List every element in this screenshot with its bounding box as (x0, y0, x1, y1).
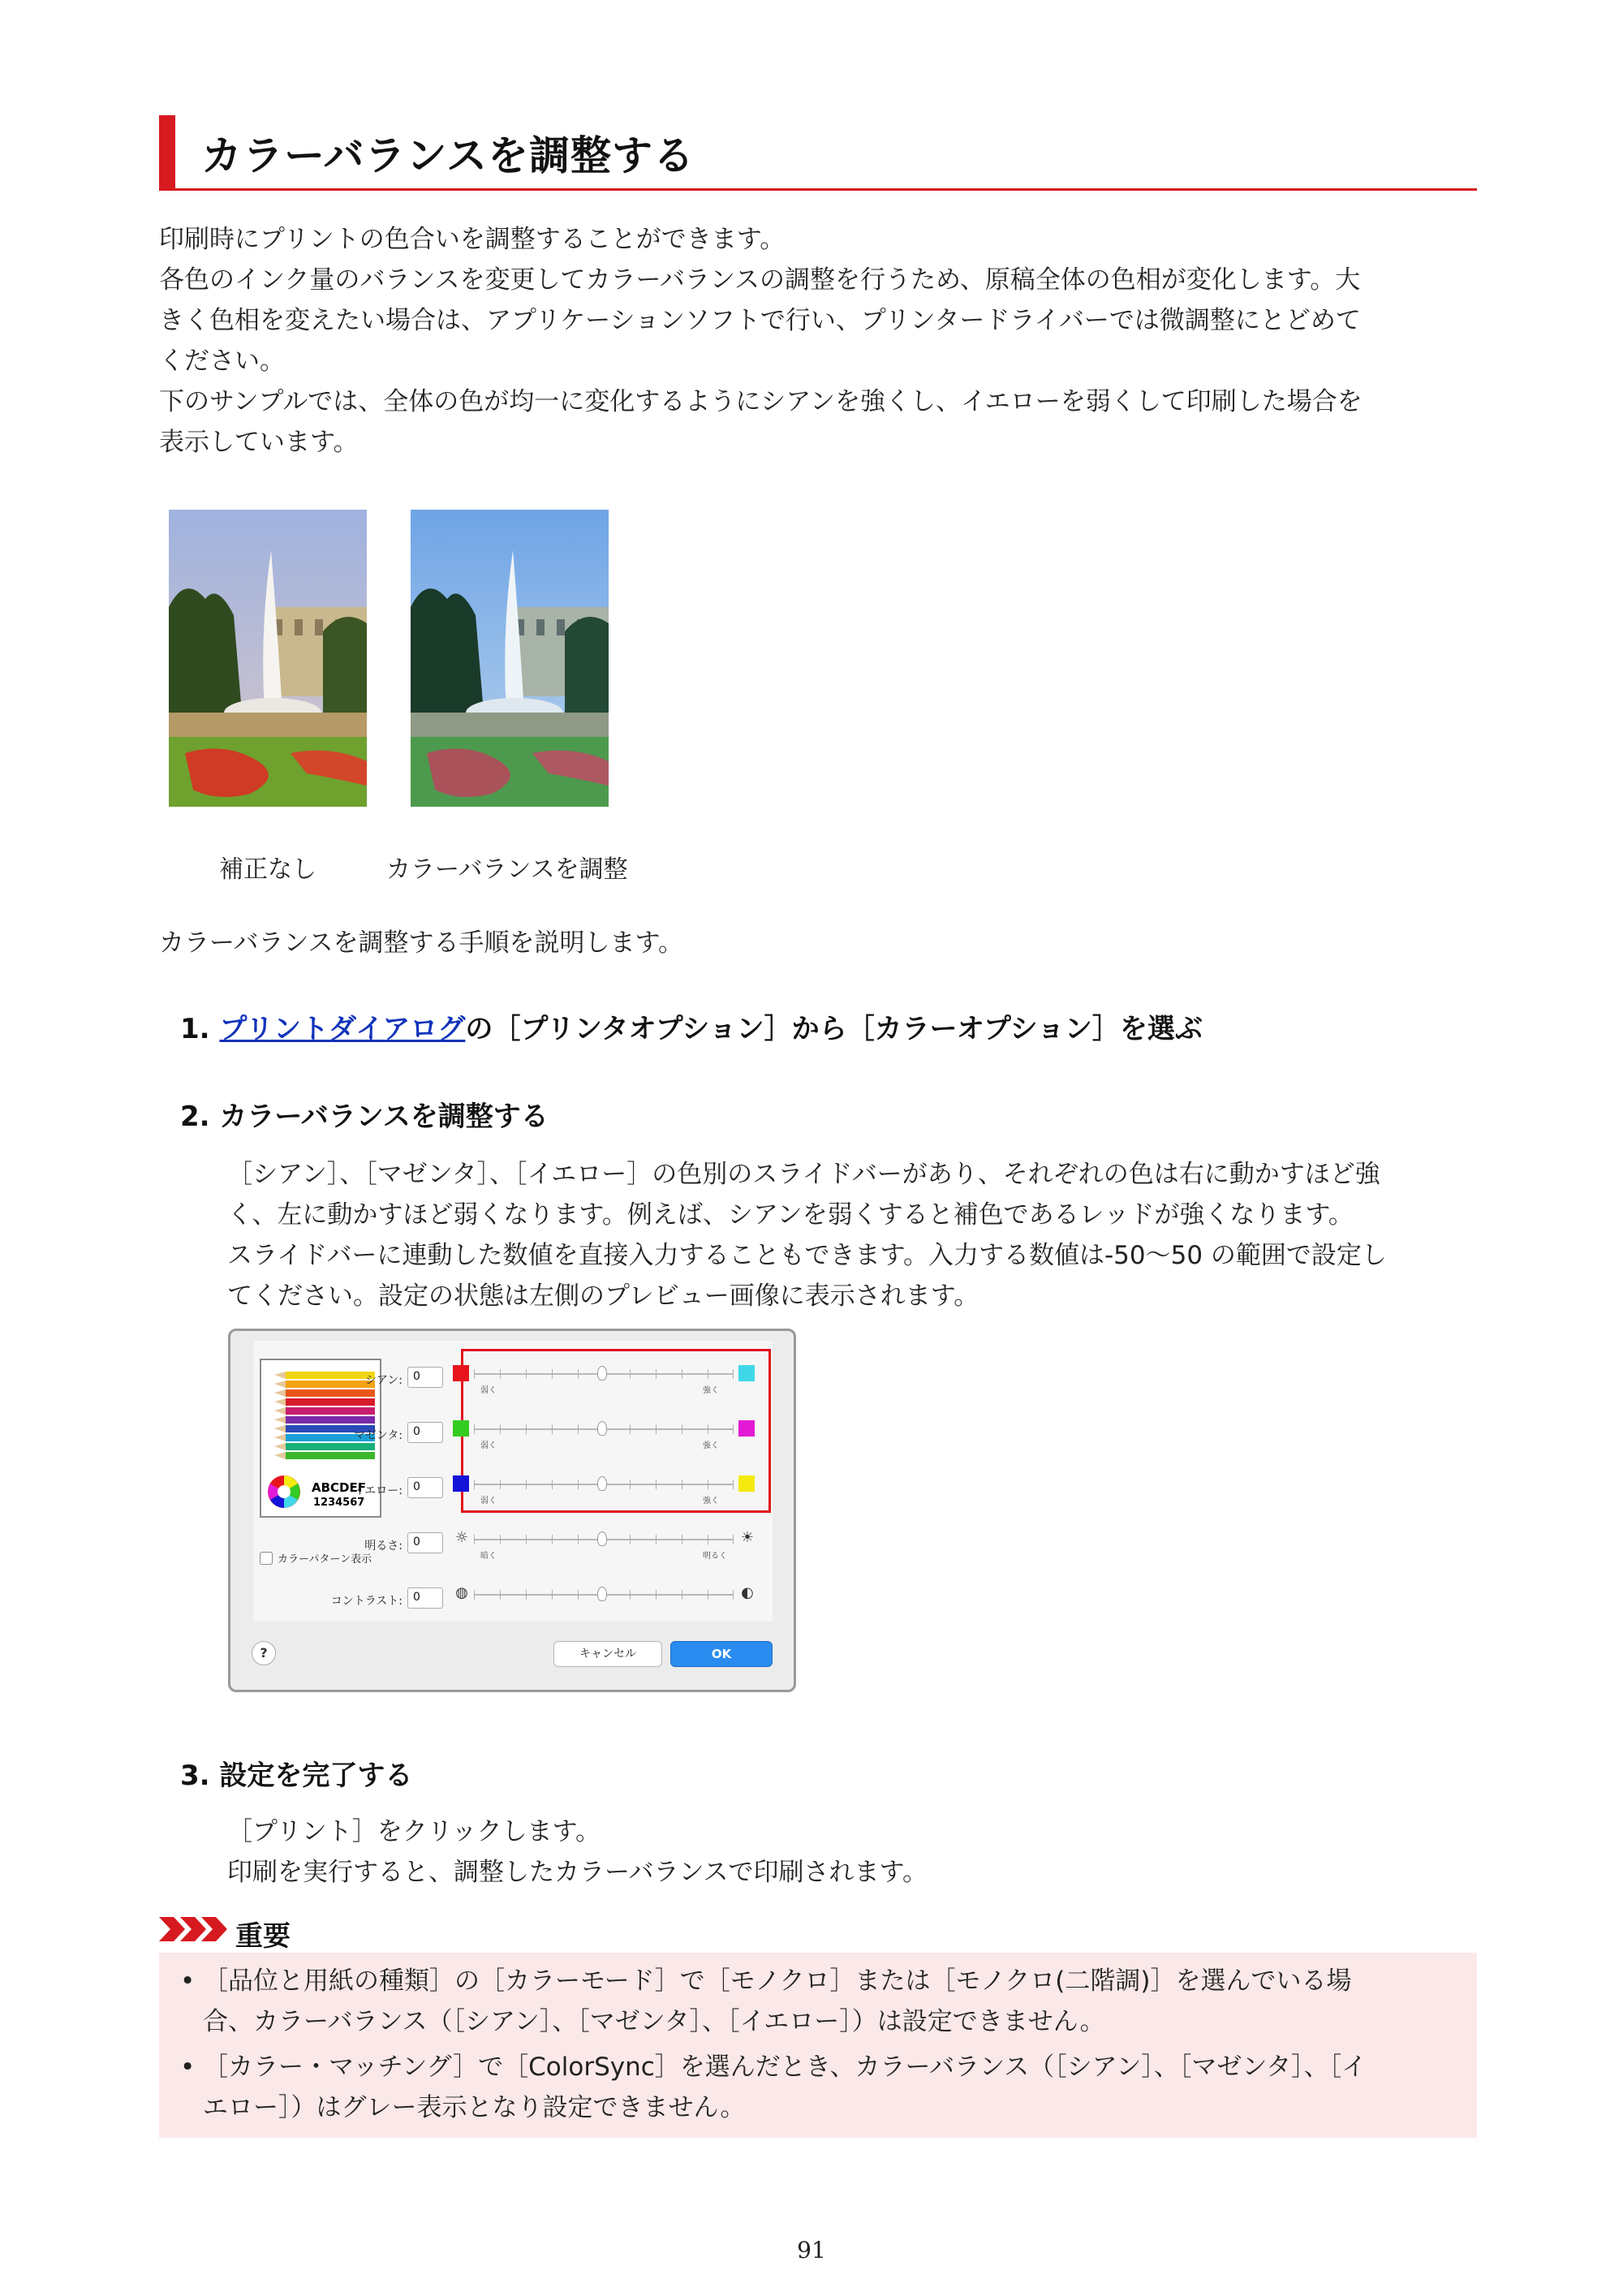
print-dialog-link[interactable]: プリントダイアログ (219, 1013, 466, 1045)
bullet: • (180, 2053, 196, 2082)
contrast-slider-thumb[interactable] (597, 1587, 607, 1601)
brightness-slider[interactable] (474, 1539, 734, 1540)
magenta-max-label: 強く (703, 1441, 719, 1450)
step-3-line: ［プリント］をクリックします。 (227, 1817, 601, 1846)
bullet: • (180, 1966, 196, 1996)
step-2-line: スライドバーに連動した数値を直接入力することもできます。入力する数値は-50～50 の範囲で設定し (227, 1241, 1387, 1270)
title-accent-bar (159, 115, 175, 190)
brightness-label: 明るさ: (364, 1540, 403, 1553)
step-number: 3. (180, 1760, 210, 1792)
dialog-panel (253, 1341, 773, 1622)
page-title: カラーバランスを調整する (201, 132, 695, 179)
brightness-max-label: 明るく (703, 1552, 727, 1561)
brightness-slider-thumb[interactable] (597, 1531, 607, 1546)
step-3-body (227, 1811, 1477, 1893)
cyan-value-input[interactable]: 0 (407, 1367, 443, 1388)
contrast-label: コントラスト: (330, 1595, 403, 1608)
color-options-dialog (228, 1329, 796, 1692)
contrast-value-input[interactable]: 0 (407, 1587, 443, 1609)
intro-line: ください。 (159, 347, 285, 376)
yellow-slider-row (253, 1482, 773, 1531)
caption-uncorrected: 補正なし (219, 855, 316, 884)
intro-line: きく色相を変えたい場合は、アプリケーションソフトで行い、プリンタードライバーでは微調整にとどめて (159, 306, 1361, 335)
brightness-min-label: 暗く (480, 1552, 497, 1561)
important-label: 重要 (235, 1920, 291, 1953)
intro-line: 印刷時にプリントの色合いを調整することができます。 (159, 225, 786, 254)
step-3-title: 設定を完了する (219, 1760, 413, 1792)
contrast-slider[interactable] (474, 1594, 734, 1596)
step-2-line: ［シアン］、［マゼンタ］、［イエロー］の色別のスライドバーがあり、それぞれの色は右に動かすほど強 (227, 1160, 1380, 1189)
cyan-min-label: 弱く (480, 1386, 497, 1395)
low-contrast-icon: ◍ (455, 1584, 468, 1601)
green-swatch-icon (453, 1420, 469, 1437)
step-2-body (227, 1154, 1477, 1316)
brightness-slider-row (253, 1529, 773, 1586)
important-arrows-icon (159, 1917, 229, 1941)
intro-line: 表示しています。 (159, 428, 359, 457)
important-line: ［カラー・マッチング］で［ColorSync］を選んだとき、カラーバランス（［シアン］、［マゼンタ］、［イ (203, 2053, 1367, 2082)
dim-sun-icon: ☼ (454, 1529, 469, 1546)
magenta-slider-row (253, 1427, 773, 1475)
yellow-slider-thumb[interactable] (597, 1476, 607, 1491)
step-2-title: カラーバランスを調整する (219, 1101, 549, 1133)
important-heading (159, 1914, 484, 1953)
cyan-max-label: 強く (703, 1386, 719, 1395)
cancel-button[interactable]: キャンセル (553, 1641, 662, 1667)
yellow-max-label: 強く (703, 1497, 719, 1506)
magenta-slider-thumb[interactable] (597, 1421, 607, 1436)
intro-line: 各色のインク量のバランスを変更してカラーバランスの調整を行うため、原稿全体の色相が変化します。大 (159, 265, 1361, 295)
step-3-line: 印刷を実行すると、調整したカラーバランスで印刷されます。 (227, 1858, 928, 1887)
yellow-swatch-icon (738, 1475, 755, 1492)
intro-paragraph (159, 219, 1474, 463)
magenta-swatch-icon (738, 1420, 755, 1437)
ok-button[interactable]: OK (670, 1641, 773, 1667)
sample-photo-adjusted (411, 510, 609, 807)
page-number: 91 (797, 2237, 826, 2264)
cyan-slider-thumb[interactable] (597, 1366, 607, 1381)
high-contrast-icon: ◐ (741, 1584, 754, 1601)
preview-text-letters: ABCDEF (312, 1480, 366, 1495)
step-2-line: く、左に動かすほど弱くなります。例えば、シアンを弱くすると補色であるレッドが強くなります。 (227, 1200, 1354, 1230)
caption-adjusted: カラーバランスを調整 (386, 855, 628, 884)
title-block (159, 115, 1477, 190)
bright-sun-icon: ☀ (740, 1529, 755, 1546)
step-number: 2. (180, 1101, 210, 1133)
magenta-value-input[interactable]: 0 (407, 1422, 443, 1443)
brightness-value-input[interactable]: 0 (407, 1532, 443, 1553)
magenta-label: マゼンタ: (353, 1429, 403, 1442)
steps-intro: カラーバランスを調整する手順を説明します。 (159, 928, 684, 958)
yellow-min-label: 弱く (480, 1497, 497, 1506)
step-2-heading (180, 1094, 549, 1134)
title-underline (159, 188, 1477, 191)
cyan-slider-row (253, 1372, 773, 1420)
sample-photo-uncorrected (169, 510, 367, 807)
important-line: 合、カラーバランス（［シアン］、［マゼンタ］、［イエロー］）は設定できません。 (203, 2007, 1105, 2036)
step-number: 1. (180, 1013, 210, 1045)
step-2-line: てください。設定の状態は左側のプレビュー画像に表示されます。 (227, 1282, 979, 1311)
step-3-heading (180, 1753, 412, 1793)
intro-line: 下のサンプルでは、全体の色が均一に変化するようにシアンを強くし、イエローを弱くして印刷した場合を (159, 387, 1363, 416)
yellow-value-input[interactable]: 0 (407, 1477, 443, 1498)
yellow-label: イエロー: (353, 1484, 403, 1497)
color-pattern-label: カラーパターン表示 (278, 1553, 372, 1566)
step-1-text: の［プリンタオプション］から［カラーオプション］を選ぶ (465, 1013, 1203, 1045)
magenta-slider[interactable] (474, 1428, 734, 1430)
cyan-swatch-icon (738, 1365, 755, 1381)
red-swatch-icon (453, 1365, 469, 1381)
contrast-slider-row (253, 1584, 773, 1641)
help-button[interactable]: ? (252, 1641, 276, 1665)
important-line: ［品位と用紙の種類］の［カラーモード］で［モノクロ］または［モノクロ(二階調)］を選んでいる場 (203, 1966, 1352, 1996)
cyan-slider[interactable] (474, 1373, 734, 1375)
magenta-min-label: 弱く (480, 1441, 497, 1450)
preview-text-numbers: 1234567 (313, 1497, 365, 1509)
step-1-heading (180, 1006, 1203, 1046)
important-box (159, 1953, 1477, 2138)
yellow-slider[interactable] (474, 1484, 734, 1485)
cyan-label: シアン: (364, 1374, 403, 1387)
important-line: エロー］）はグレー表示となり設定できません。 (203, 2093, 746, 2122)
blue-swatch-icon (453, 1475, 469, 1492)
